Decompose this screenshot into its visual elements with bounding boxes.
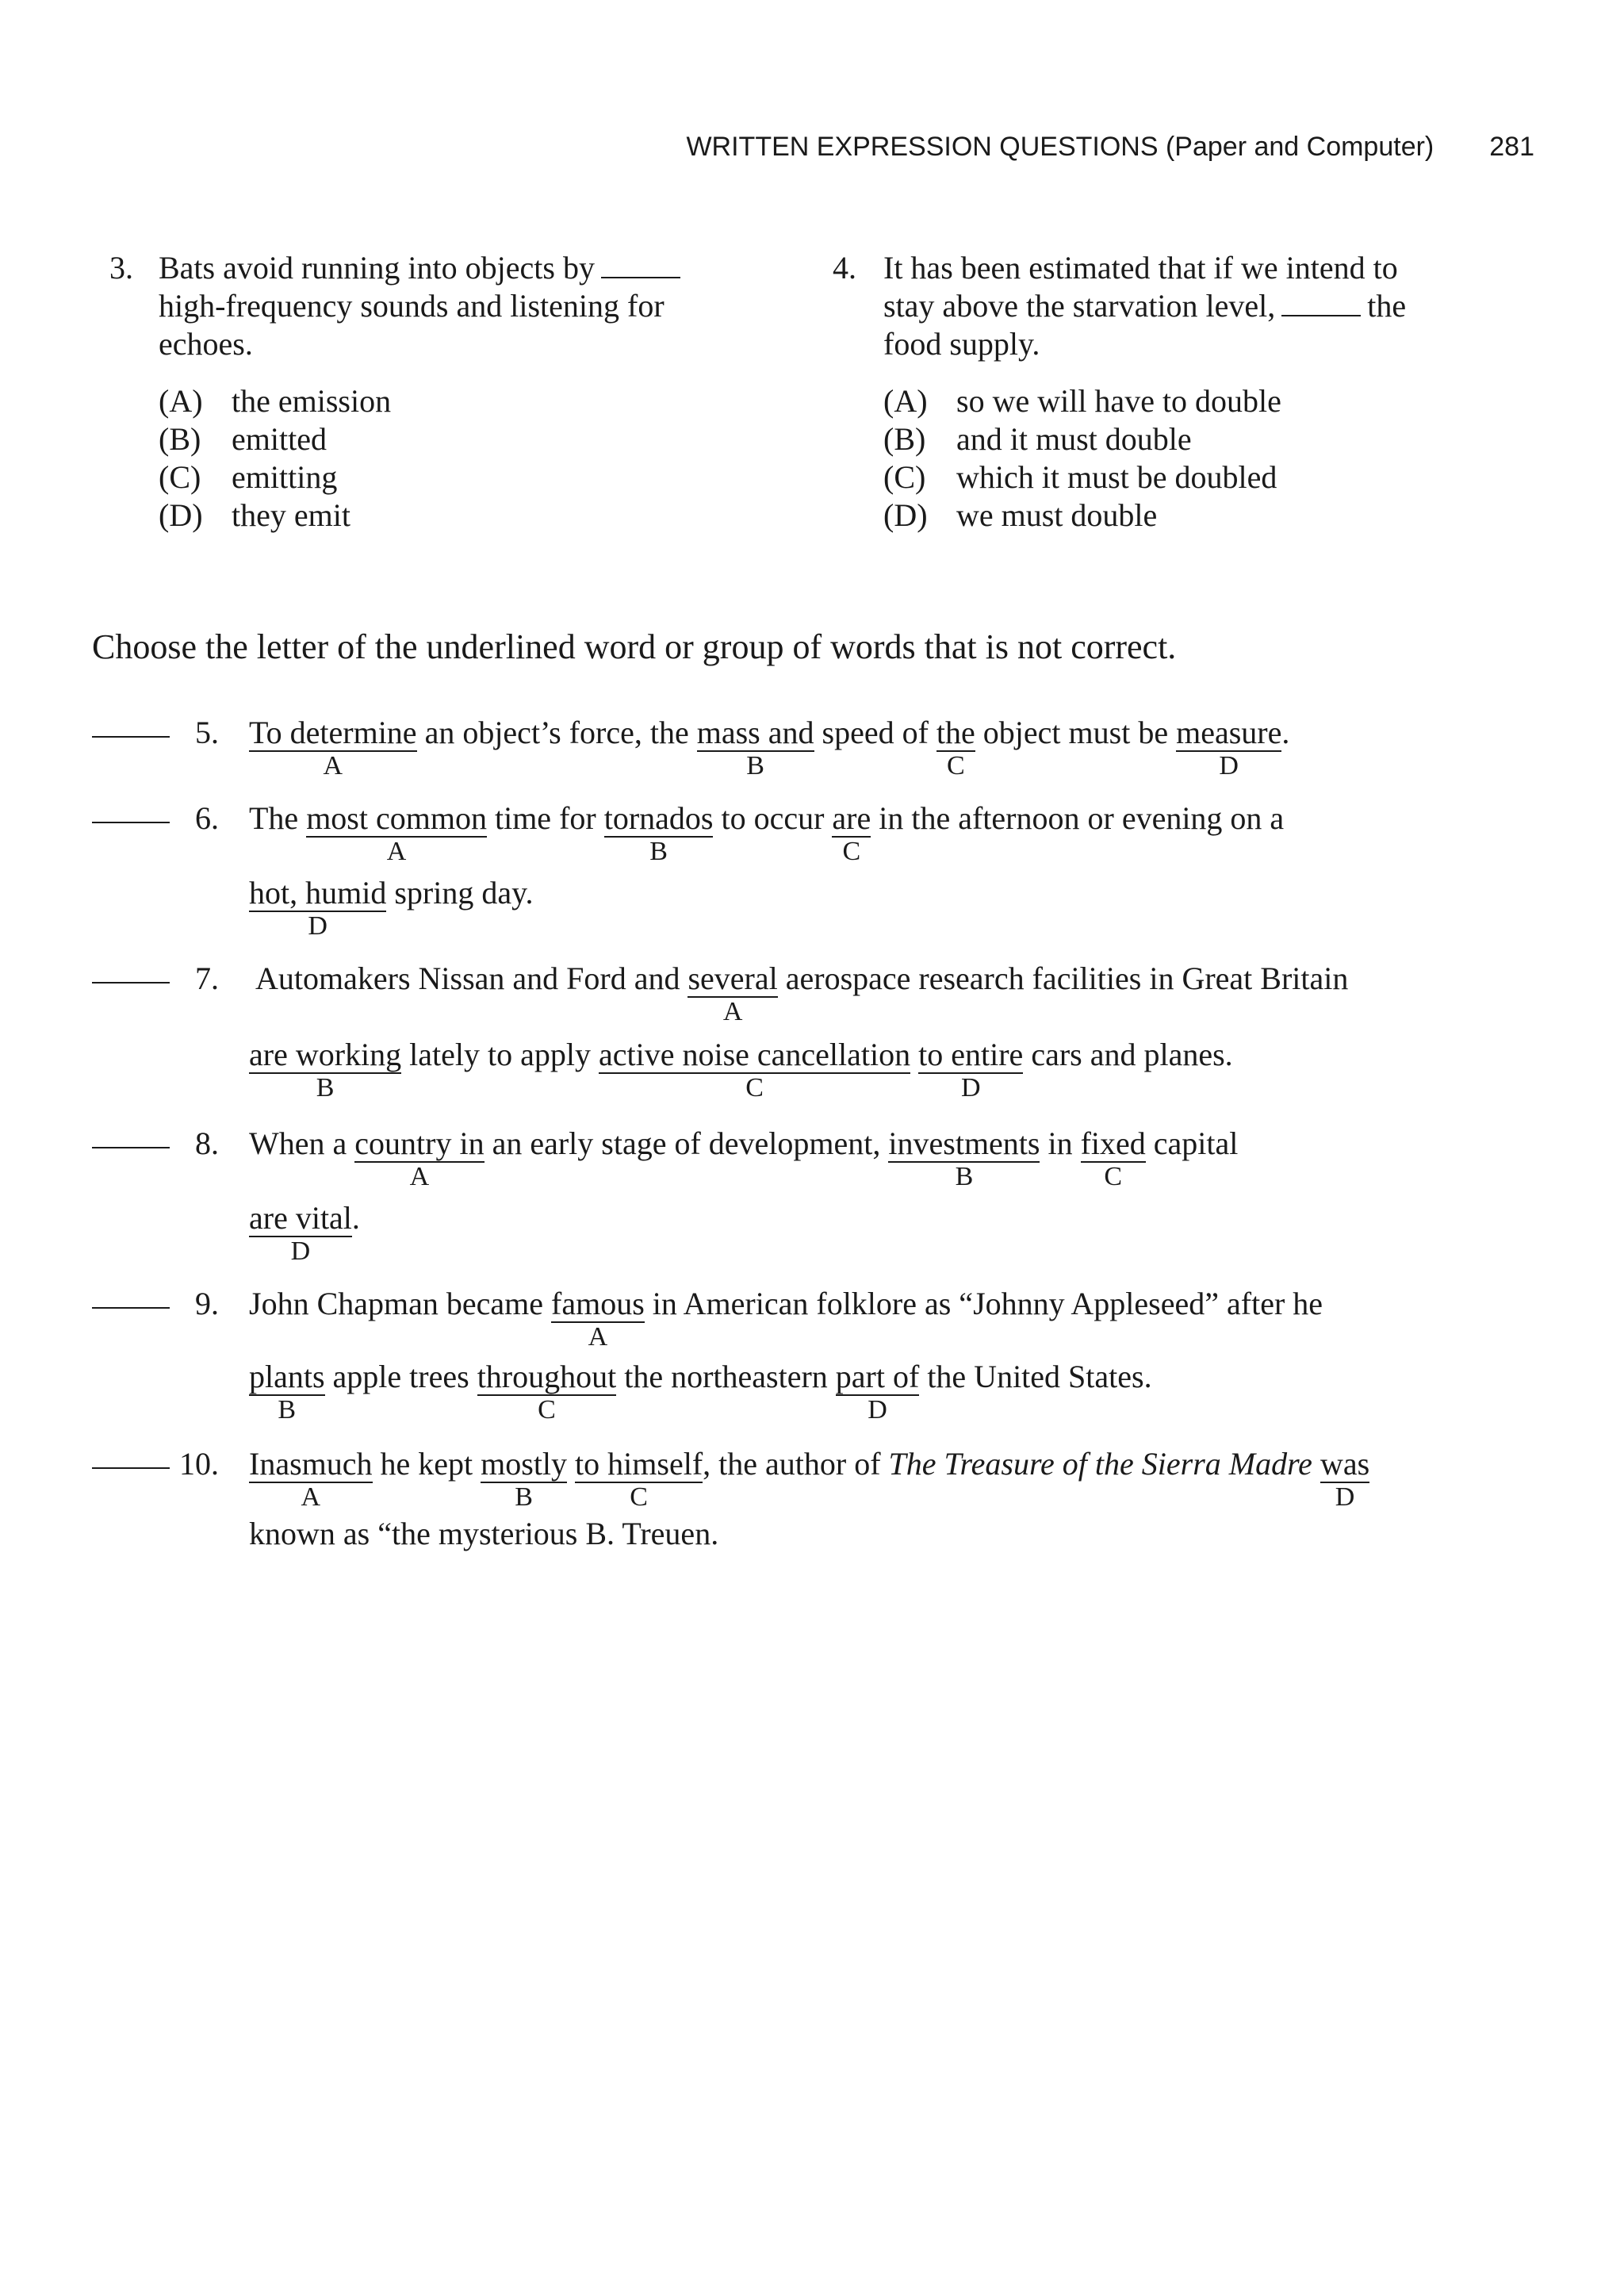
question-number: 7. xyxy=(195,960,219,996)
question-number: 4. xyxy=(833,250,856,286)
page-number: 281 xyxy=(1489,132,1534,162)
underline-b[interactable]: plants B xyxy=(249,1359,325,1424)
question-3 xyxy=(109,249,760,535)
option-d[interactable]: (D) we must double xyxy=(883,497,1158,533)
underline-c[interactable]: to himself C xyxy=(575,1446,703,1512)
underline-d[interactable]: hot, humid D xyxy=(249,875,387,941)
underline-c[interactable]: are C xyxy=(832,800,871,866)
underline-c[interactable]: fixed C xyxy=(1080,1125,1146,1191)
underline-b[interactable]: tornados B xyxy=(603,800,714,866)
option-c[interactable]: (C) which it must be doubled xyxy=(883,459,1277,495)
underline-d[interactable]: part of D xyxy=(835,1359,920,1424)
underline-a[interactable]: famous A xyxy=(551,1286,645,1352)
answer-blank xyxy=(601,270,680,278)
underline-a[interactable]: Inasmuch A xyxy=(249,1446,373,1512)
underline-c[interactable]: the C xyxy=(936,715,975,780)
underline-c[interactable]: active noise cancellation C xyxy=(598,1037,911,1102)
option-a[interactable]: (A) so we will have to double xyxy=(883,383,1281,419)
stem-text: It has been estimated that if we intend to xyxy=(883,250,1398,286)
option-d[interactable]: (D) they emit xyxy=(159,497,350,533)
option-a[interactable]: (A) the emission xyxy=(159,383,392,419)
answer-blank xyxy=(1281,309,1361,316)
question-number: 5. xyxy=(195,715,219,750)
underline-b[interactable]: are working B xyxy=(249,1037,402,1102)
underline-b[interactable]: mostly B xyxy=(481,1446,568,1512)
question-4 xyxy=(833,249,1546,535)
book-title: The Treasure of the Sierra Madre xyxy=(888,1446,1312,1482)
stem-text: high-frequency sounds and listening for xyxy=(159,288,665,324)
stem-text: food supply. xyxy=(883,326,1040,362)
underline-d[interactable]: was D xyxy=(1320,1446,1370,1512)
option-b[interactable]: (B) and it must double xyxy=(883,421,1192,457)
running-header xyxy=(0,132,1534,163)
stem-text: stay above the starvation level, xyxy=(883,288,1276,324)
underline-d[interactable]: are vital D xyxy=(249,1200,352,1266)
question-number: 3. xyxy=(109,250,133,286)
question-number: 8. xyxy=(195,1125,219,1161)
stem-text: the xyxy=(1367,288,1407,324)
underline-a[interactable]: country in A xyxy=(354,1125,485,1191)
underline-c[interactable]: throughout C xyxy=(477,1359,617,1424)
underline-a[interactable]: most common A xyxy=(306,800,487,866)
option-c[interactable]: (C) emitting xyxy=(159,459,338,495)
question-number: 6. xyxy=(195,800,219,836)
instruction: Choose the letter of the underlined word or group of words that is not correct. xyxy=(92,627,1177,666)
question-number: 9. xyxy=(195,1286,219,1321)
question-number: 10. xyxy=(179,1446,219,1482)
underline-d[interactable]: measure D xyxy=(1176,715,1282,780)
option-b[interactable]: (B) emitted xyxy=(159,421,327,457)
header-title: WRITTEN EXPRESSION QUESTIONS (Paper and Computer) xyxy=(686,132,1434,162)
underline-a[interactable]: To determine A xyxy=(249,715,417,780)
underline-b[interactable]: mass and B xyxy=(696,715,814,780)
stem-text: echoes. xyxy=(159,326,253,362)
stem-text: Bats avoid running into objects by xyxy=(159,250,595,286)
underline-d[interactable]: to entire D xyxy=(918,1037,1024,1102)
underline-a[interactable]: several A xyxy=(688,960,778,1026)
underline-b[interactable]: investments B xyxy=(888,1125,1040,1191)
